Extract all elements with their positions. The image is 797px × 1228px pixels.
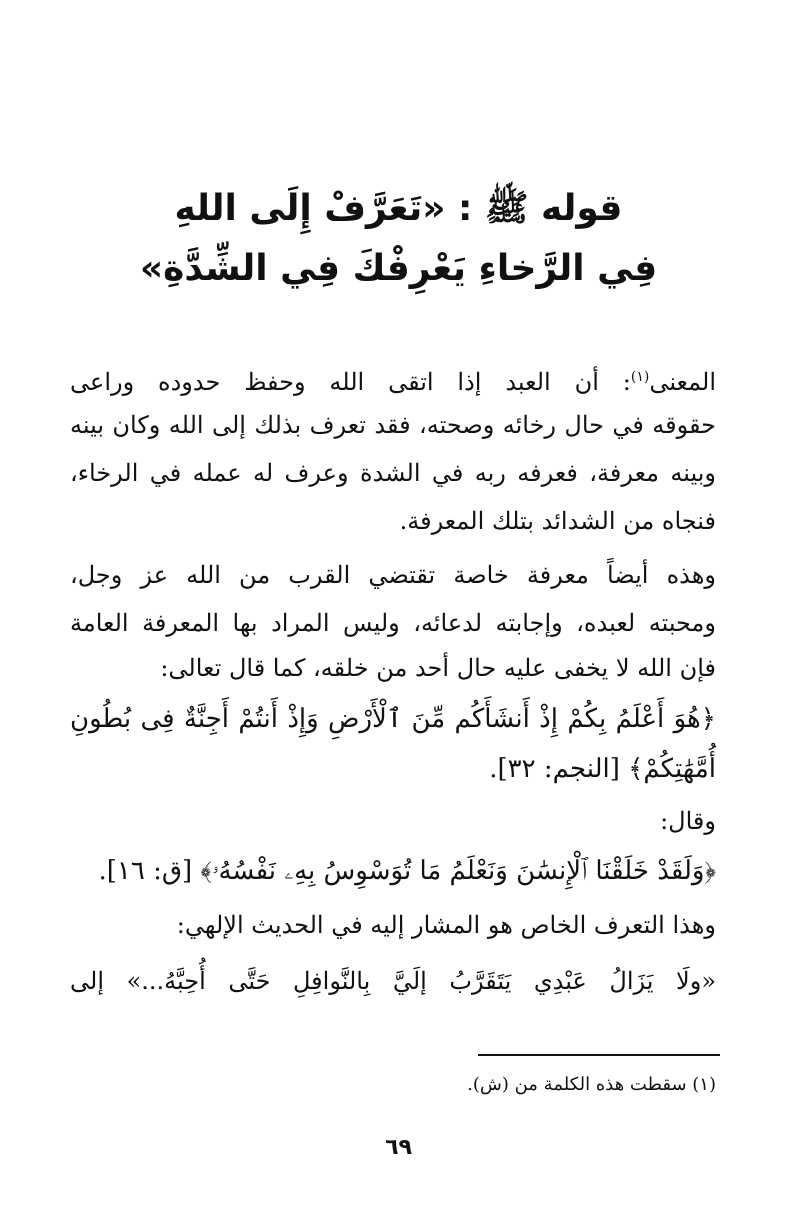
paragraph-1-line-4: فنجاه من الشدائد بتلك المعرفة. — [399, 507, 716, 535]
paragraph-1-line-1-text: : أن العبد إذا اتقى الله وحفظ حدوده وراعى — [70, 368, 631, 396]
chapter-title-line-1: قوله ﷺ : «تَعَرَّفْ إِلَى اللهِ — [174, 188, 623, 229]
chapter-title-line-2: فِي الرَّخاءِ يَعْرِفْكَ فِي الشِّدَّةِ» — [139, 248, 658, 289]
quran-verse-1-line-2: أُمَّهَٰتِكُمْ﴾ [النجم: ٣٢]. — [489, 754, 716, 784]
paragraph-1-line-3: وبينه معرفة، فعرفه ربه في الشدة وعرف له عمله في الرخاء، — [70, 459, 716, 487]
paragraph-4: وهذا التعرف الخاص هو المشار إليه في الحديث الإلهي: — [176, 911, 716, 939]
paragraph-3: وقال: — [660, 807, 716, 835]
quran-verse-2: ﴿وَلَقَدْ خَلَقْنَا ٱلْإِنسَٰنَ وَنَعْلَمُ مَا تُوَسْوِسُ بِهِۦ نَفْسُهُۥ﴾ [ق: ١٦]. — [98, 856, 716, 886]
footnote-separator — [478, 1054, 720, 1056]
paragraph-1-line-1 — [70, 352, 716, 407]
quran-verse-1-line-1: ﴿هُوَ أَعْلَمُ بِكُمْ إِذْ أَنشَأَكُم مِّنَ ٱلْأَرْضِ وَإِذْ أَنتُمْ أَجِنَّةٌ فِى بُطُونِ — [70, 704, 716, 734]
paragraph-2-line-2: ومحبته لعبده، وإجابته لدعائه، وليس المراد بها المعرفة العامة — [70, 609, 716, 637]
meaning-word: المعنى — [649, 368, 716, 396]
hadith-line: «ولَا يَزَالُ عَبْدِي يَتَقَرَّبُ إلَيَّ بِالنَّوافِلِ حَتَّى أُحِبَّهُ...» إلى — [70, 967, 716, 995]
footnote-1: (١) سقطت هذه الكلمة من (ش). — [467, 1074, 716, 1095]
paragraph-2-line-1: وهذه أيضاً معرفة خاصة تقتضي القرب من الله عز وجل، — [70, 561, 716, 589]
paragraph-1-line-2: حقوقه في حال رخائه وصحته، فقد تعرف بذلك إلى الله وكان بينه — [70, 411, 716, 439]
page-number: ٦٩ — [385, 1135, 412, 1160]
footnote-marker: (١) — [630, 369, 650, 385]
paragraph-2-line-3: فإن الله لا يخفى عليه حال أحد من خلقه، كما قال تعالى: — [160, 654, 716, 682]
